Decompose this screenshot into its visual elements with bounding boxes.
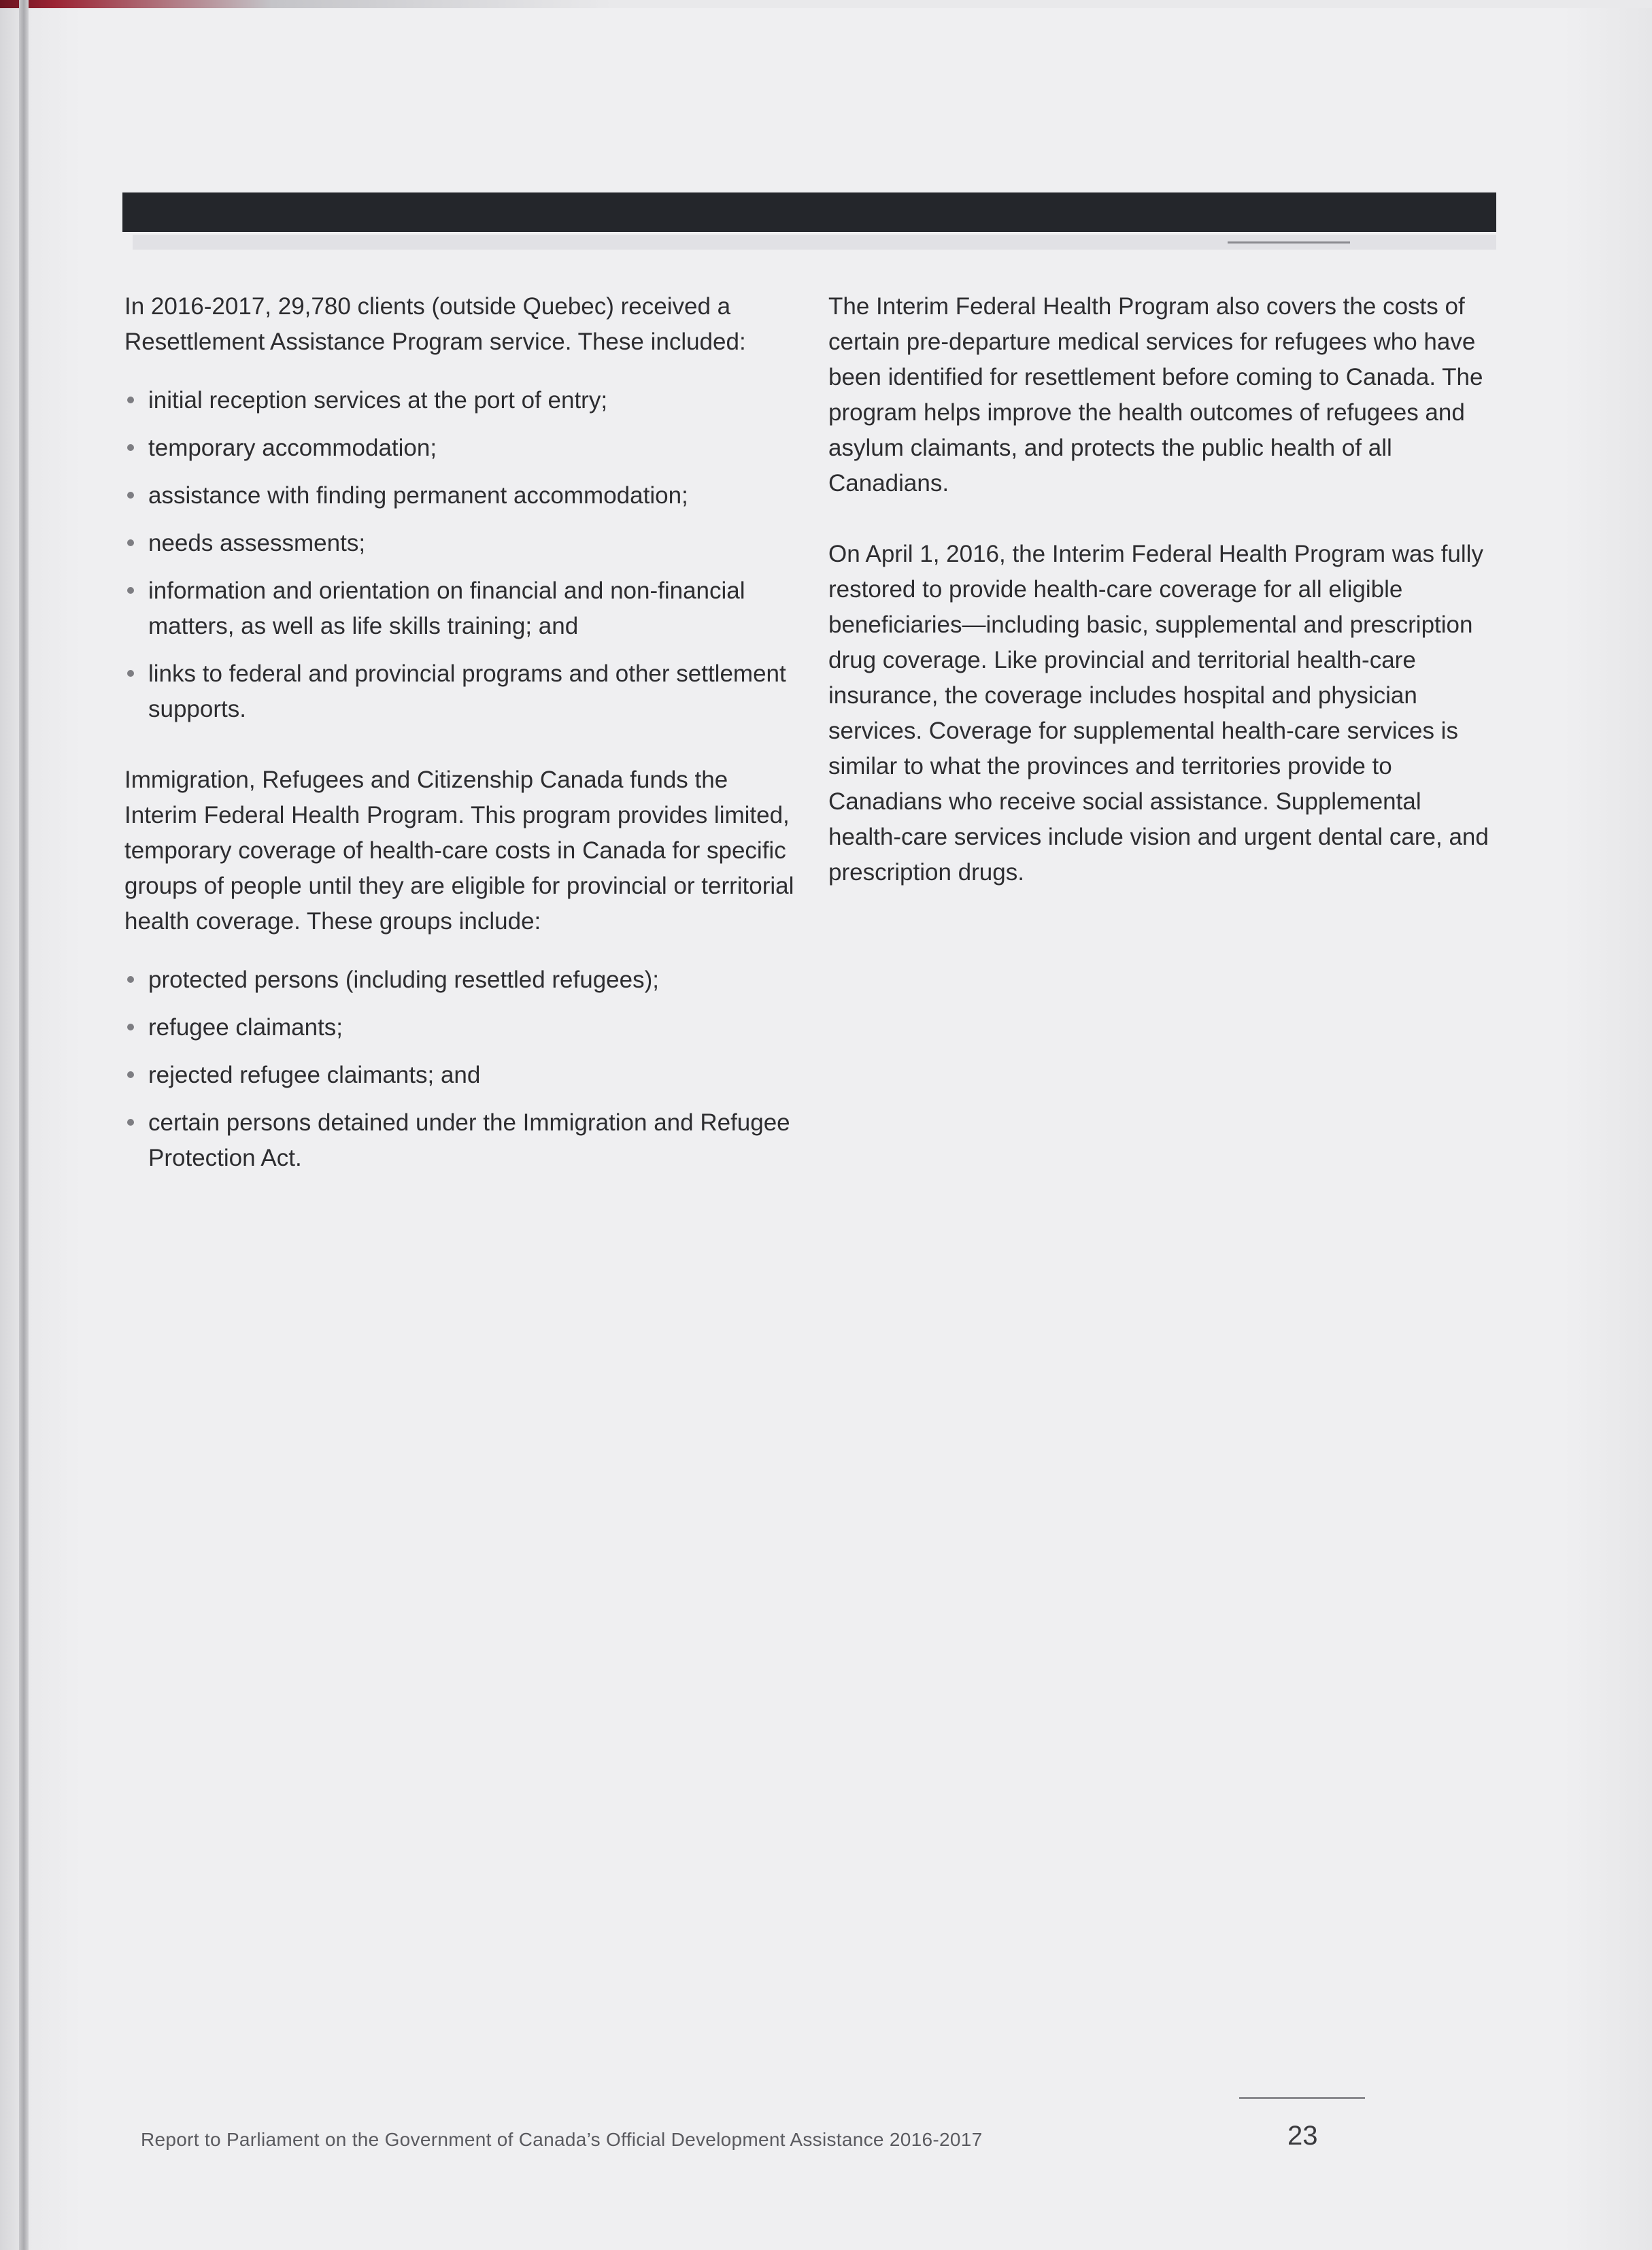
bullet-icon bbox=[127, 492, 134, 499]
list-item: initial reception services at the port of entry; bbox=[124, 383, 798, 418]
pre-departure-paragraph: The Interim Federal Health Program also covers the costs of certain pre-departure medical services for refugees who have been identified for resettlement before coming to Canada. The program helps improve the health outcomes of refugees and asylum claimants, and protects the public health of all Canadians. bbox=[828, 293, 1483, 497]
intro-paragraph: In 2016-2017, 29,780 clients (outside Quebec) received a Resettlement Assistance Program service. These included: bbox=[124, 293, 746, 355]
bullet-icon bbox=[127, 670, 134, 677]
header-rule bbox=[1228, 241, 1350, 244]
list-item: assistance with finding permanent accommodation; bbox=[124, 478, 798, 514]
list-item: refugee claimants; bbox=[124, 1010, 798, 1045]
services-list bbox=[124, 383, 798, 727]
header-bar bbox=[122, 192, 1496, 232]
ifhp-paragraph: Immigration, Refugees and Citizenship Canada funds the Interim Federal Health Program. This program provides limited, temporary coverage of health-care costs in Canada for specific groups of people until they are eligible for provincial or territorial health coverage. These groups include: bbox=[124, 767, 794, 935]
bullet-icon bbox=[127, 397, 134, 403]
right-column bbox=[828, 289, 1495, 926]
list-item: protected persons (including resettled refugees); bbox=[124, 962, 798, 998]
groups-list bbox=[124, 962, 798, 1176]
bullet-icon bbox=[127, 587, 134, 594]
bullet-icon bbox=[127, 1119, 134, 1126]
bullet-icon bbox=[127, 1071, 134, 1078]
page-number: 23 bbox=[1287, 2121, 1318, 2151]
restoration-paragraph: On April 1, 2016, the Interim Federal Health Program was fully restored to provide health-care coverage for all eligible beneficiaries—including basic, supplemental and prescription drug coverage. Like provincial and territorial health-care insurance, the coverage includes hospital and physician services. Coverage for supplemental health-care services is similar to what the provinces and territories provide to Canadians who receive social assistance. Supplemental health-care services include vision and urgent dental care, and prescription drugs. bbox=[828, 541, 1489, 886]
bullet-icon bbox=[127, 976, 134, 983]
list-item: information and orientation on financial and non-financial matters, as well as life skills training; and bbox=[124, 573, 798, 644]
bullet-icon bbox=[127, 1024, 134, 1030]
left-column bbox=[124, 289, 798, 1211]
bullet-icon bbox=[127, 539, 134, 546]
list-item: temporary accommodation; bbox=[124, 431, 798, 466]
bullet-icon bbox=[127, 444, 134, 451]
list-item: needs assessments; bbox=[124, 526, 798, 561]
list-item: certain persons detained under the Immigration and Refugee Protection Act. bbox=[124, 1105, 798, 1176]
report-title-footer: Report to Parliament on the Government of Canada’s Official Development Assistance 2016-2017 bbox=[141, 2129, 983, 2150]
list-item: rejected refugee claimants; and bbox=[124, 1058, 798, 1093]
cover-edge bbox=[0, 0, 1652, 8]
list-item: links to federal and provincial programs and other settlement supports. bbox=[124, 656, 798, 727]
footer-rule bbox=[1239, 2097, 1365, 2099]
binding-spine bbox=[19, 0, 29, 2250]
